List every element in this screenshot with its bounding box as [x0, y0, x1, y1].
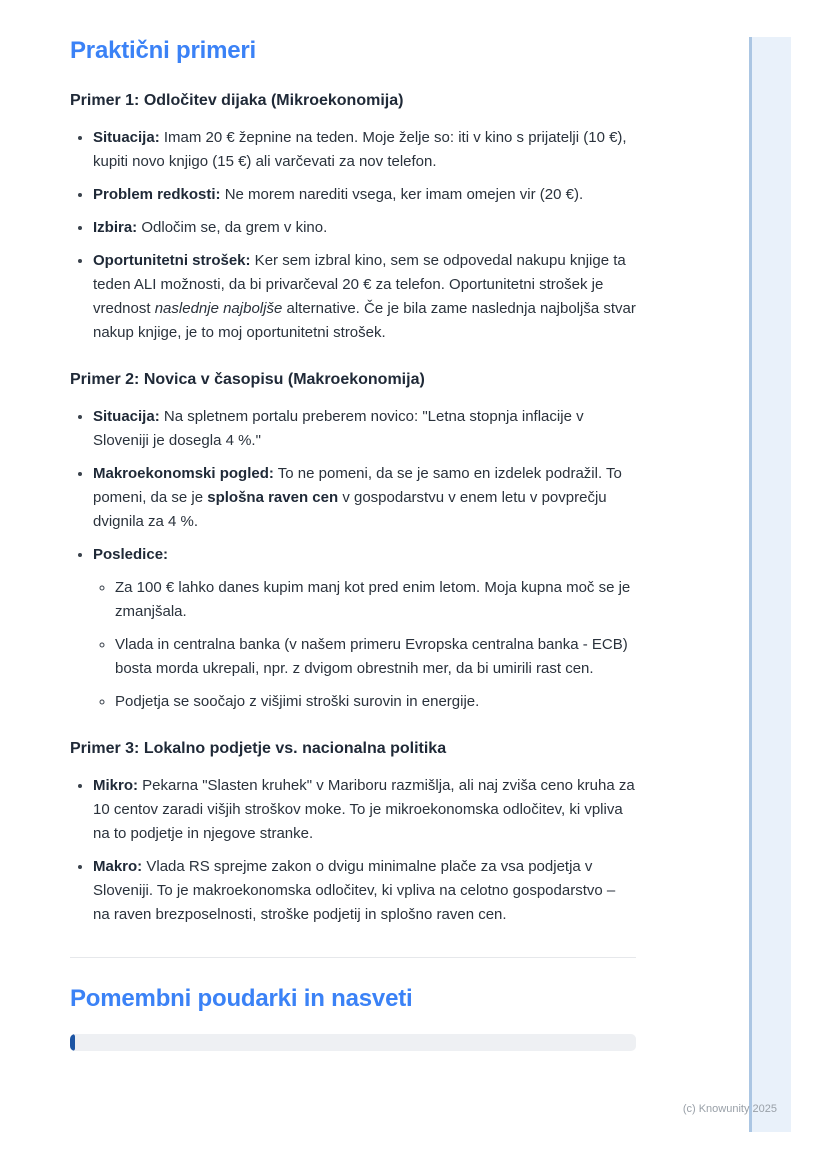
section-title-poudarki: Pomembni poudarki in nasveti: [70, 985, 413, 1012]
list-item: [93, 542, 636, 714]
section-divider: [70, 957, 636, 958]
page-edge-strip: [749, 37, 791, 1132]
sections-container: [70, 90, 636, 927]
text-segment: Za 100 € lahko danes kupim manj kot pred enim letom. Moja kupna moč se je zmanjšala.: [115, 579, 631, 620]
list-item: [93, 404, 636, 453]
section-heading: Primer 3: Lokalno podjetje vs. nacionalna politika: [70, 740, 447, 757]
text-segment: v gospodarstvu v enem letu v povprečju dvignila za 4 %.: [93, 489, 607, 530]
text-segment: Situacija:: [93, 408, 160, 425]
text-segment: naslednje najboljše: [154, 300, 283, 317]
text-segment: Mikro:: [93, 777, 138, 794]
text-segment: Ker sem izbral kino, sem se odpovedal nakupu knjige ta teden ALI možnosti, da bi privarčeval 20 € za telefon. Oportunitetni strošek je vrednost: [93, 252, 626, 317]
sub-list-item: [115, 632, 636, 681]
list-item: [93, 854, 636, 927]
text-segment: Posledice:: [93, 546, 169, 563]
list-item: [93, 125, 636, 174]
list-item: [93, 215, 636, 240]
section-heading: Primer 1: Odločitev dijaka (Mikroekonomija): [70, 92, 404, 109]
text-segment: Makroekonomski pogled:: [93, 465, 274, 482]
text-segment: Makro:: [93, 858, 143, 875]
list-item: [93, 182, 636, 207]
text-segment: Oportunitetni strošek:: [93, 252, 251, 269]
copyright-text: (c) Knowunity 2025: [682, 1103, 777, 1115]
text-segment: splošna raven cen: [207, 489, 339, 506]
section-heading: Primer 2: Novica v časopisu (Makroekonomija): [70, 371, 425, 388]
bullet-list: [70, 773, 636, 927]
text-segment: Vlada in centralna banka (v našem primeru Evropska centralna banka - ECB) bosta morda ukrepali, npr. z dvigom obrestnih mer, da bi umirili rast cen.: [115, 636, 628, 677]
callout-accent-bar: [70, 1034, 75, 1051]
text-segment: Situacija:: [93, 129, 160, 146]
list-item: [93, 461, 636, 534]
list-item: [93, 248, 636, 345]
document-content: [70, 36, 636, 1051]
text-segment: Podjetja se soočajo z višjimi stroški surovin in energije.: [115, 693, 480, 710]
text-segment: Izbira:: [93, 219, 138, 236]
text-segment: alternative. Če je bila zame naslednja najboljša stvar nakup knjige, je to moj oportunitetni strošek.: [93, 300, 636, 341]
sub-bullet-list: [93, 575, 636, 714]
list-item: [93, 773, 636, 846]
text-segment: To ne pomeni, da se je samo en izdelek podražil. To pomeni, da se je: [93, 465, 622, 506]
text-segment: Pekarna "Slasten kruhek" v Mariboru razmišlja, ali naj zviša ceno kruha za 10 centov zaradi višjih stroškov moke. To je mikroekonomska odločitev, ki vpliva na to podjetje in njegove stranke.: [93, 777, 635, 842]
text-segment: Ne morem narediti vsega, ker imam omejen vir (20 €).: [220, 186, 584, 203]
text-segment: Vlada RS sprejme zakon o dvigu minimalne plače za vsa podjetja v Sloveniji. To je makroekonomska odločitev, ki vpliva na celotno gospodarstvo – na raven brezposelnosti, stroške podjetij in splošno raven cen.: [93, 858, 616, 923]
text-segment: Imam 20 € žepnine na teden. Moje želje so: iti v kino s prijatelji (10 €), kupiti novo knjigo (15 €) ali varčevati za nov telefon.: [93, 129, 627, 170]
sub-list-item: [115, 575, 636, 624]
bullet-list: [70, 125, 636, 345]
callout-box: [70, 1034, 636, 1051]
text-segment: Na spletnem portalu preberem novico: "Letna stopnja inflacije v Sloveniji je dosegla 4 %.": [93, 408, 584, 449]
sub-list-item: [115, 689, 636, 714]
text-segment: Odločim se, da grem v kino.: [137, 219, 328, 236]
text-segment: Problem redkosti:: [93, 186, 221, 203]
bullet-list: [70, 404, 636, 714]
page-title: Praktični primeri: [70, 37, 257, 64]
